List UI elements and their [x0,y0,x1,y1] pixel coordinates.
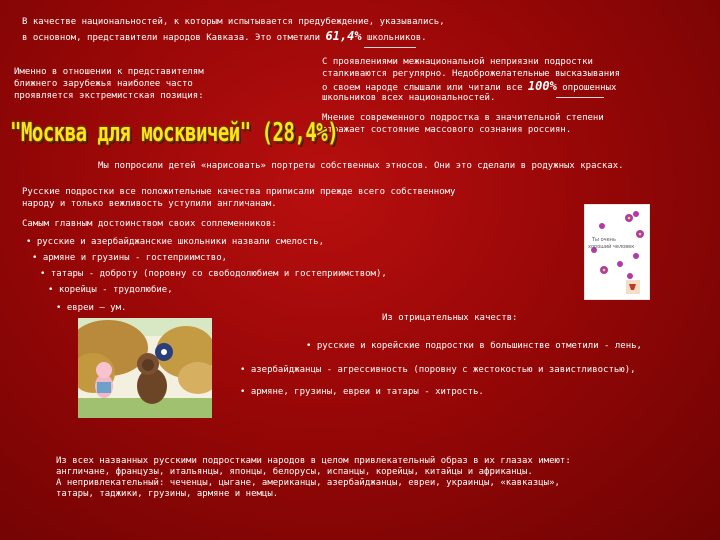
conclusion-line-3: А непривлекательный: чеченцы, цыгане, американцы, азербайджанцы, евреи, украинцы, «кавказцы», [56,478,560,488]
cartoon-characters-icon [78,318,212,418]
cartoon-image [78,318,212,418]
right-block-percent: 100% [527,79,557,93]
negative-item: • русские и корейские подростки в большинстве отметили - лень, [306,341,642,351]
right-block-line-2: сталкиваются регулярно. Недоброжелательные высказывания [322,69,621,79]
opinion-line-2: отражает состояние массового сознания россиян. [322,125,572,135]
intro-line-2 [22,30,427,44]
flowers-card-icon [584,204,650,300]
portraits-line: Мы попросили детей «нарисовать» портреты собственных этносов. Они это сделали в родужных красках. [98,161,624,171]
card-text-1: Ты очень [592,237,616,243]
positive-item: • русские и азербайджанские школьники назвали смелость, [26,237,325,247]
intro-line-2-text: в основном, представители народов Кавказа. Это отметили [22,33,321,43]
qualities-line-2: народу и только вежливость уступили англичанам. [22,199,277,209]
intro-line-2-end: школьников. [366,33,427,43]
left-block-line-1: Именно в отношении к представителям [14,67,204,77]
positive-item: • корейцы - трудолюбие, [48,285,173,295]
right-block-line-3-text: о своем народе слышали или читали все [322,83,523,93]
positive-item: • армяне и грузины - гостеприимство, [32,253,228,263]
positive-item: • евреи – ум. [56,303,127,313]
qualities-line-1: Русские подростки все положительные качества приписали прежде всего собственному [22,187,456,197]
intro-percent: 61,4% [325,29,362,43]
conclusion-line-1: Из всех названных русскими подростками народов в целом привлекательный образ в их глазах имеют: [56,456,571,466]
right-block-line-4: школьников всех национальностей. [322,93,496,103]
slogan-wordart: "Москва для москвичей" (28,4%) [10,118,339,148]
opinion-line-1: Мнение современного подростка в значительной степени [322,113,604,123]
greeting-card-image [584,204,650,300]
conclusion-line-4: татары, таджики, грузины, армяне и немцы. [56,489,279,499]
negative-item: • азербайджанцы - агрессивность (поровну с жестокостью и завистливостью), [240,365,636,375]
negative-title: Из отрицательных качеств: [382,313,518,323]
negative-item: • армяне, грузины, евреи и татары - хитрость. [240,387,484,397]
left-block-line-3: проявляется экстремистская позиция: [14,91,204,101]
main-quality-title: Самым главным достоинством своих соплеменников: [22,219,277,229]
right-block-line-3-end: опрошенных [562,83,617,93]
positive-item: • татары - доброту (поровну со свободолюбием и гостеприимством), [40,269,387,279]
intro-underline [364,47,416,48]
conclusion-line-2: англичане, французы, итальянцы, японцы, белорусы, испанцы, корейцы, китайцы и африканцы. [56,467,533,477]
intro-line-1: В качестве национальностей, к которым испытывается предубеждение, указывались, [22,17,445,27]
right-block-line-1: С проявлениями межнациональной неприязни подростки [322,57,593,67]
right-block-underline [556,97,604,98]
left-block-line-2: ближнего зарубежья наиболее часто [14,79,193,89]
card-text-2: хороший человек [588,244,635,250]
